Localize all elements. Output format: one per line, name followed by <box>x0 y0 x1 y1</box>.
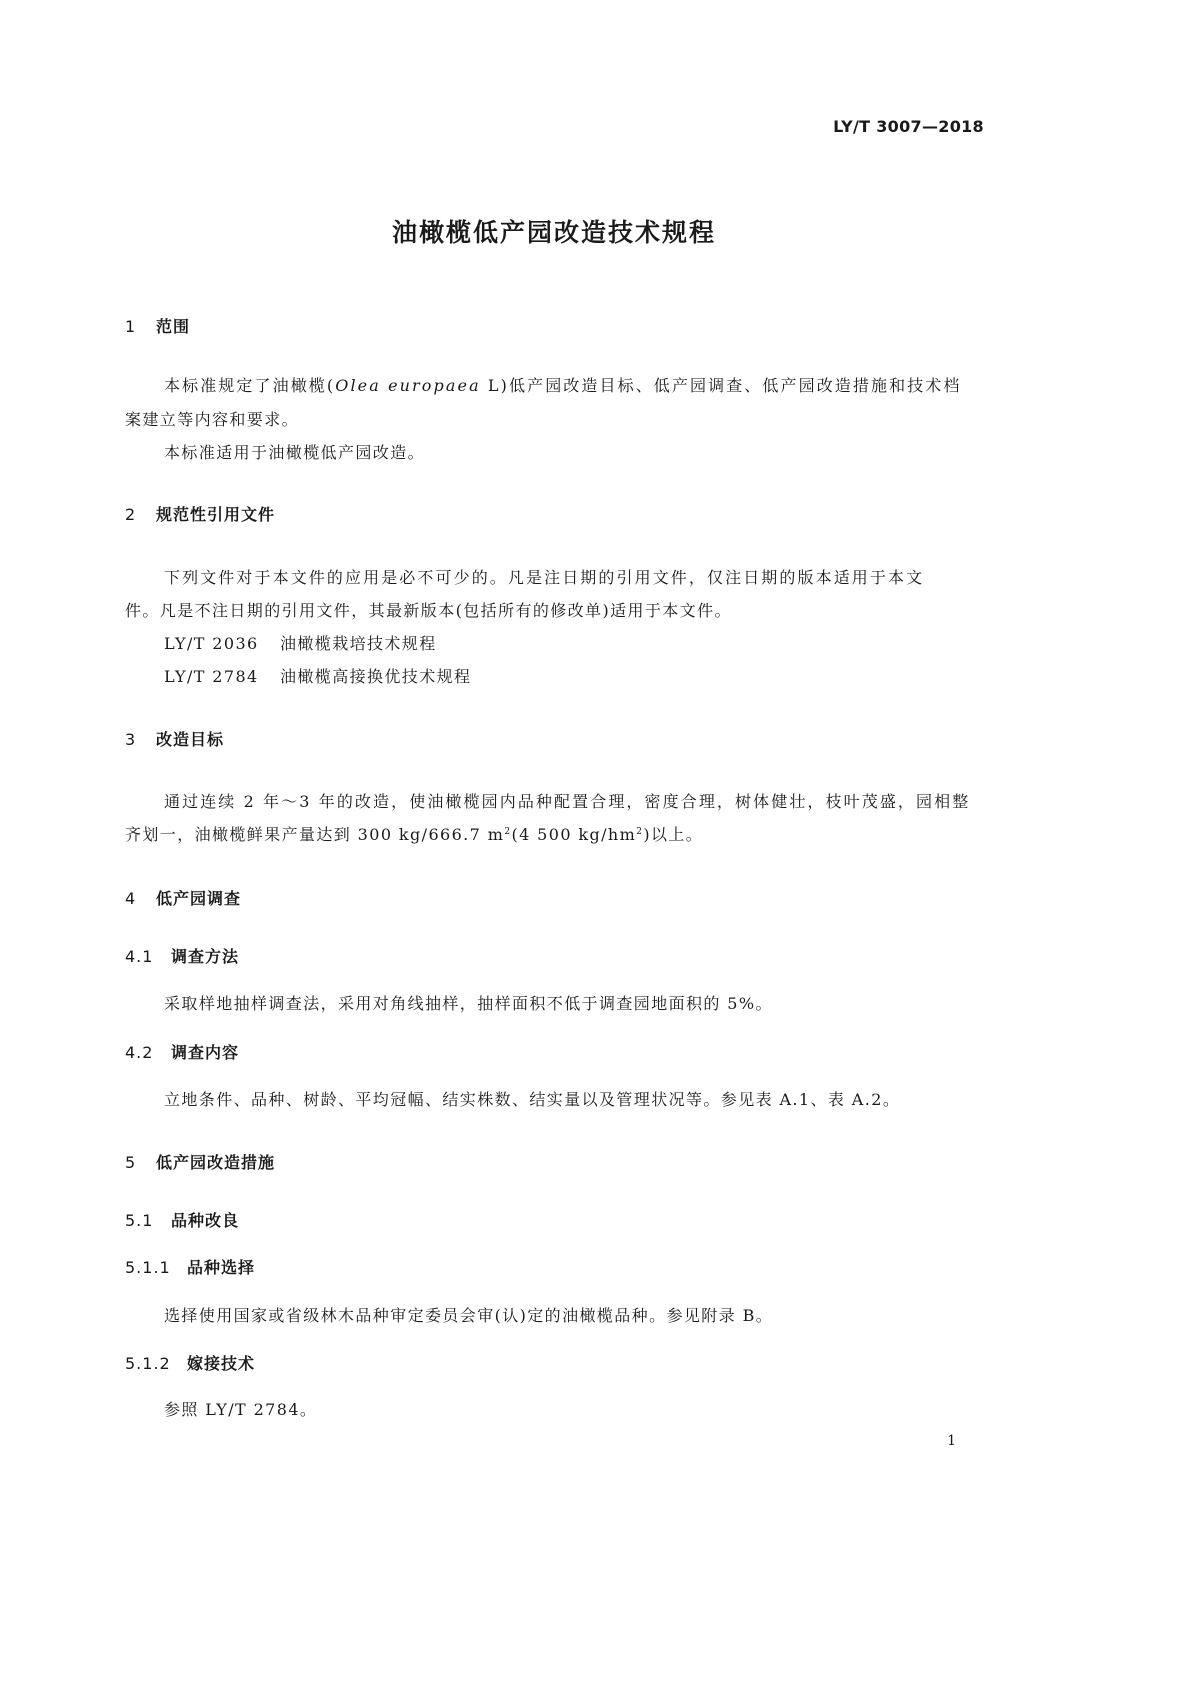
normative-reference <box>164 631 437 654</box>
normative-reference <box>164 664 471 687</box>
section-title: 低产园改造措施 <box>156 1153 276 1172</box>
section-number: 4.2 <box>125 1043 154 1062</box>
section-5-1-heading <box>125 1208 239 1231</box>
section-2-paragraph-line-2: 件。凡是不注日期的引用文件，其最新版本(包括所有的修改单)适用于本文件。 <box>125 601 732 620</box>
section-title: 范围 <box>156 317 191 336</box>
section-number: 5 <box>125 1153 137 1172</box>
latin-name: Olea europaea <box>335 376 481 395</box>
section-5-1-1-heading <box>125 1255 255 1278</box>
reference-code: LY/T 2784 <box>164 667 259 686</box>
section-title: 品种选择 <box>187 1258 256 1277</box>
text-run: 齐划一，油橄榄鲜果产量达到 300 kg/666.7 m <box>125 825 505 844</box>
section-number: 2 <box>125 505 137 524</box>
section-title: 调查方法 <box>171 947 240 966</box>
text-run: 本标准规定了油橄榄( <box>164 376 336 395</box>
section-title: 嫁接技术 <box>187 1354 256 1373</box>
text-run: L)低产园改造目标、低产园调查、低产园改造措施和技术档 <box>480 376 962 395</box>
section-title: 品种改良 <box>171 1211 240 1230</box>
section-4-heading <box>125 886 241 909</box>
superscript: 2 <box>504 827 512 837</box>
section-3-heading <box>125 727 224 750</box>
section-3-paragraph-line-2 <box>125 822 703 845</box>
section-title: 规范性引用文件 <box>156 505 276 524</box>
page-title: 油橄榄低产园改造技术规程 <box>391 218 716 247</box>
section-5-1-2-heading <box>125 1351 255 1374</box>
section-number: 4.1 <box>125 947 154 966</box>
section-title: 调查内容 <box>171 1043 240 1062</box>
standard-code: LY/T 3007—2018 <box>833 117 984 136</box>
text-run: (4 500 kg/hm <box>511 825 637 844</box>
section-number: 5.1 <box>125 1211 154 1230</box>
reference-code: LY/T 2036 <box>164 634 259 653</box>
section-1-paragraph-1-line-2: 案建立等内容和要求。 <box>125 410 300 429</box>
section-5-heading <box>125 1150 275 1173</box>
section-4-2-text: 立地条件、品种、树龄、平均冠幅、结实株数、结实量以及管理状况等。参见表 A.1、表 A.2。 <box>164 1090 901 1109</box>
section-3-paragraph-line-1: 通过连续 2 年～3 年的改造，使油橄榄园内品种配置合理，密度合理，树体健壮，枝叶茂盛，园相整 <box>164 792 971 811</box>
section-5-1-2-text: 参照 LY/T 2784。 <box>164 1400 318 1419</box>
section-1-heading <box>125 314 190 337</box>
section-title: 改造目标 <box>156 730 225 749</box>
section-number: 4 <box>125 889 137 908</box>
section-1-paragraph-2: 本标准适用于油橄榄低产园改造。 <box>164 443 426 462</box>
section-4-1-text: 采取样地抽样调查法，采用对角线抽样，抽样面积不低于调查园地面积的 5%。 <box>164 994 773 1013</box>
section-5-1-1-text: 选择使用国家或省级林木品种审定委员会审(认)定的油橄榄品种。参见附录 B。 <box>164 1306 774 1325</box>
page-number: 1 <box>947 1433 956 1449</box>
section-number: 5.1.1 <box>125 1258 171 1277</box>
reference-name: 油橄榄高接换优技术规程 <box>280 667 472 686</box>
section-2-heading <box>125 502 275 525</box>
section-number: 5.1.2 <box>125 1354 171 1373</box>
text-run: )以上。 <box>643 825 704 844</box>
superscript: 2 <box>636 827 644 837</box>
reference-name: 油橄榄栽培技术规程 <box>280 634 437 653</box>
section-number: 3 <box>125 730 137 749</box>
section-4-2-heading <box>125 1040 239 1063</box>
section-4-1-heading <box>125 944 239 967</box>
section-title: 低产园调查 <box>156 889 242 908</box>
section-2-paragraph-line-1: 下列文件对于本文件的应用是必不可少的。凡是注日期的引用文件，仅注日期的版本适用于本文 <box>164 568 925 587</box>
section-number: 1 <box>125 317 137 336</box>
section-1-paragraph-1-line-1 <box>164 373 962 396</box>
